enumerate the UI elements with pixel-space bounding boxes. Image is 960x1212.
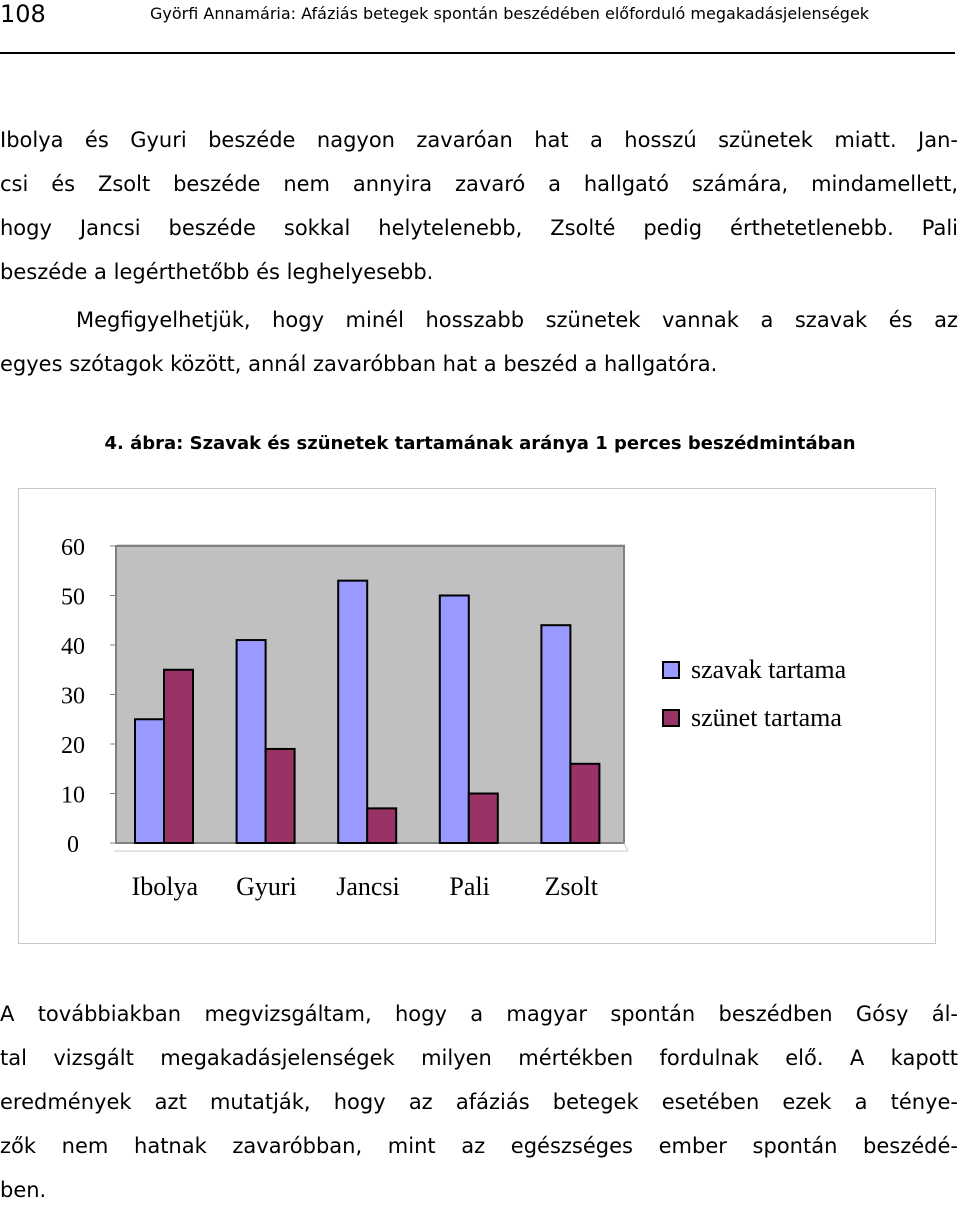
x-tick-label: Gyuri xyxy=(236,872,297,901)
paragraph-3-line: ben. xyxy=(0,1178,47,1202)
bar-szunet-tartama xyxy=(469,794,498,844)
bar-szavak-tartama xyxy=(338,581,367,843)
page-header xyxy=(0,0,955,54)
paragraph-2-line: Megfigyelhetjük, hogy minél hosszabb szünetek vannak a szavak és az xyxy=(76,308,958,332)
bar-szavak-tartama xyxy=(440,596,469,844)
bar-chart xyxy=(18,488,936,944)
y-tick-label: 50 xyxy=(61,584,85,611)
y-tick-label: 30 xyxy=(61,683,85,710)
page-number: 108 xyxy=(0,0,46,28)
bar-szunet-tartama xyxy=(164,670,193,843)
x-tick-label: Zsolt xyxy=(544,872,598,901)
paragraph-1-line: hogy Jancsi beszéde sokkal helytelenebb, Zsolté pedig érthetetlenebb. Pali xyxy=(0,216,958,240)
legend-swatch xyxy=(663,662,679,678)
bar-szunet-tartama xyxy=(367,808,396,843)
paragraph-3-line: zők nem hatnak zavaróbban, mint az egészséges ember spontán beszédé- xyxy=(0,1134,958,1158)
running-title: Györfi Annamária: Afáziás betegek spontán beszédében előforduló megakadásjelenségek xyxy=(150,4,870,23)
x-tick-label: Ibolya xyxy=(131,872,199,901)
y-tick-label: 40 xyxy=(61,634,85,660)
y-tick-label: 60 xyxy=(61,535,85,561)
paragraph-3-line: tal vizsgált megakadásjelenségek milyen mértékben fordulnak elő. A kapott xyxy=(0,1046,958,1070)
bar-szavak-tartama xyxy=(541,625,570,843)
legend-label: szavak tartama xyxy=(691,655,847,684)
figure-caption: 4. ábra: Szavak és szünetek tartamának aránya 1 perces beszédmintában xyxy=(104,433,856,454)
bar-szunet-tartama xyxy=(570,764,599,843)
legend-swatch xyxy=(663,710,679,726)
paragraph-2-line: egyes szótagok között, annál zavaróbban hat a beszéd a hallgatóra. xyxy=(0,352,718,376)
paragraph-1-line: Ibolya és Gyuri beszéde nagyon zavaróan hat a hosszú szünetek miatt. Jan- xyxy=(0,128,958,152)
x-tick-label: Jancsi xyxy=(336,872,400,901)
x-tick-label: Pali xyxy=(449,872,490,901)
paragraph-3-line: eredmények azt mutatják, hogy az afáziás betegek esetében ezek a ténye- xyxy=(0,1090,958,1114)
legend-label: szünet tartama xyxy=(691,703,842,732)
paragraph-3 xyxy=(0,992,958,1212)
y-tick-label: 20 xyxy=(61,733,85,759)
paragraph-1 xyxy=(0,118,958,294)
paragraph-3-line: A továbbiakban megvizsgáltam, hogy a magyar spontán beszédben Gósy ál- xyxy=(0,1002,958,1026)
paragraph-1-line: csi és Zsolt beszéde nem annyira zavaró a hallgató számára, mindamellett, xyxy=(0,172,958,196)
y-tick-label: 0 xyxy=(67,832,79,858)
bar-szunet-tartama xyxy=(266,749,295,843)
paragraph-2 xyxy=(0,298,958,386)
paragraph-1-line: beszéde a legérthetőbb és leghelyesebb. xyxy=(0,260,434,284)
bar-szavak-tartama xyxy=(237,640,266,843)
y-tick-label: 10 xyxy=(61,782,85,809)
bar-chart-svg xyxy=(18,488,936,944)
bar-szavak-tartama xyxy=(135,719,164,843)
